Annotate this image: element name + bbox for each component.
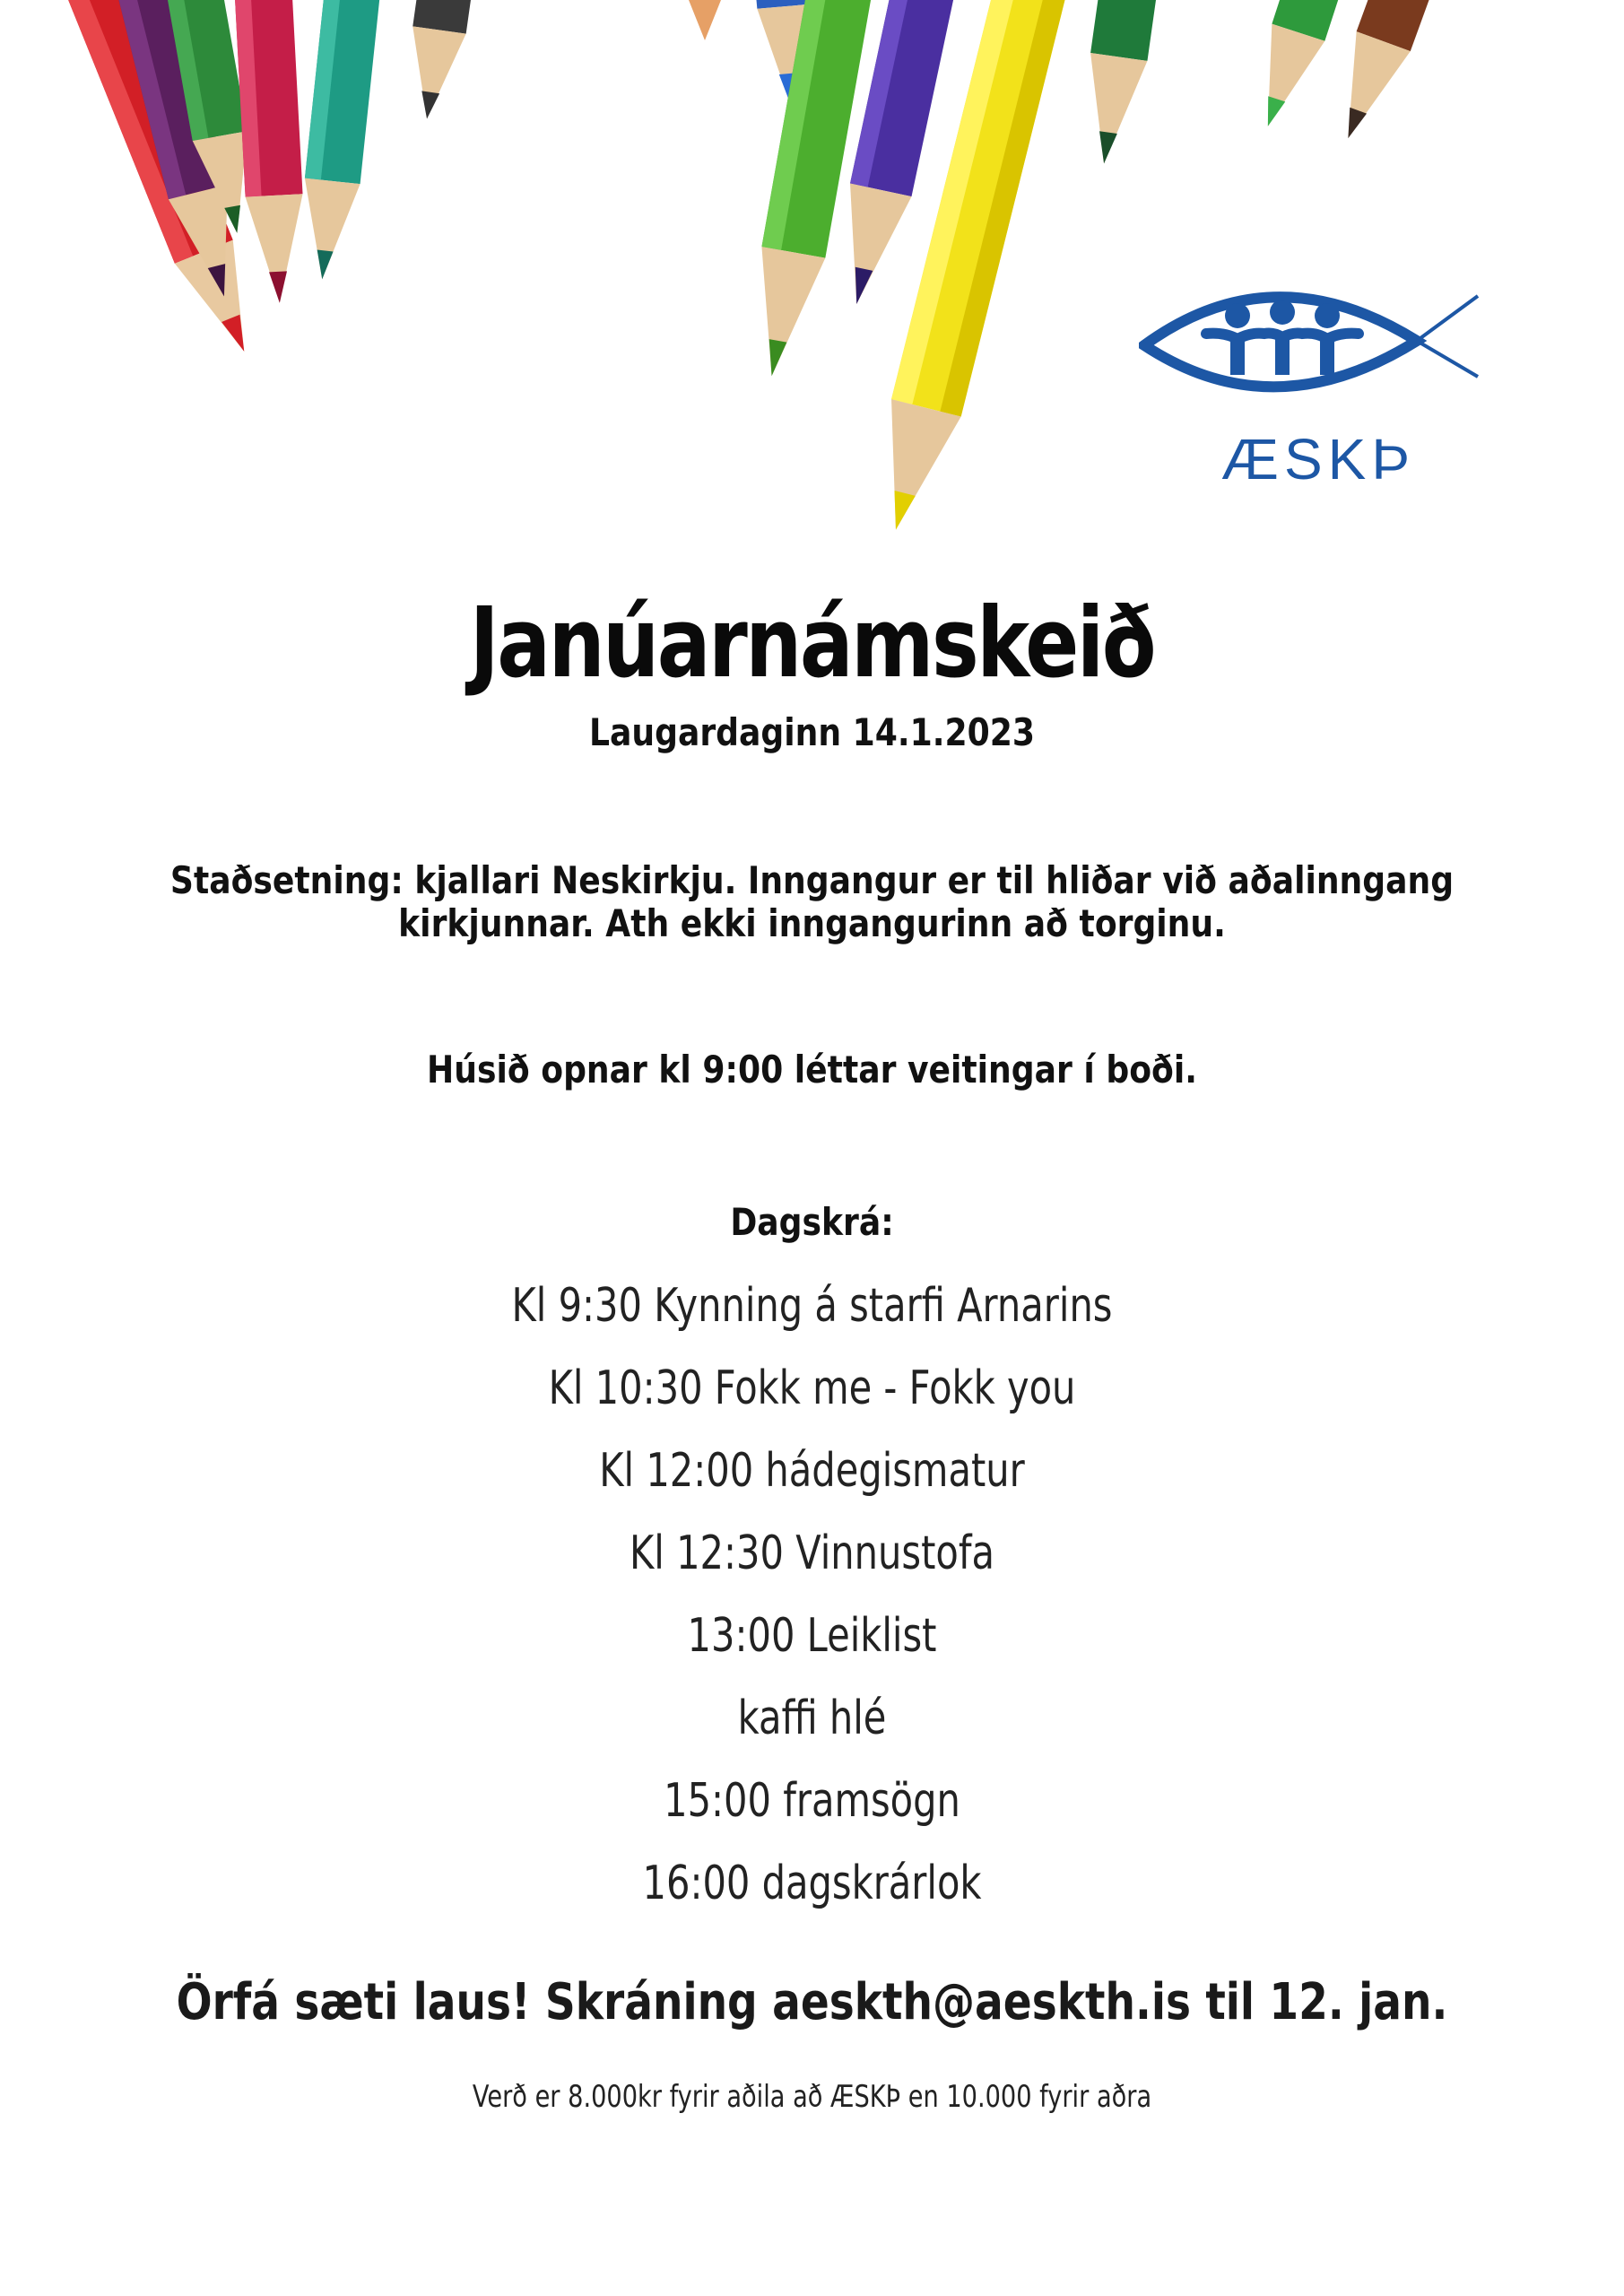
agenda-item: kaffi hlé [737,1692,887,1745]
page-title: Janúarnámskeið [469,587,1155,700]
agenda-heading: Dagskrá: [730,1200,894,1244]
agenda-item: Kl 12:30 Vinnustofa [630,1526,994,1580]
agenda-item: Kl 12:00 hádegismatur [599,1444,1025,1498]
agenda-item: 13:00 Leiklist [687,1609,937,1663]
agenda-item: Kl 9:30 Kynning á starfi Arnarins [511,1279,1113,1333]
agenda-item: Kl 10:30 Fokk me - Fokk you [548,1361,1076,1415]
registration-callout: Örfá sæti laus! Skráning aeskth@aeskth.is til 12. jan. [176,1973,1448,2031]
teal-pencil-icon [294,0,382,283]
brown-pencil-icon [1321,0,1435,148]
event-date: Laugardaginn 14.1.2023 [589,710,1035,754]
green-right-pencil-icon [1241,0,1344,135]
agenda-item: 16:00 dagskrárlok [642,1857,982,1910]
location-line-1: Staðsetning: kjallari Neskirkju. Inngangur er til hliðar við aðalinngang [169,858,1455,902]
orange-pencil-icon [689,0,721,40]
agenda-list [0,1265,1624,1925]
forest-pencil-icon [1075,0,1159,168]
aeskth-logo [1139,260,1498,502]
logo-text: ÆSKÞ [1220,427,1416,491]
crimson-pencil-icon [233,0,308,304]
agenda-item: 15:00 framsögn [664,1774,960,1828]
house-opens-text: Húsið opnar kl 9:00 léttar veitingar í boði. [427,1048,1197,1091]
location-line-2: kirkjunnar. Ath ekki inngangurinn að torginu. [398,901,1226,945]
price-note: Verð er 8.000kr fyrir aðila að ÆSKÞ en 10.000 fyrir aðra [472,2079,1152,2115]
location-text [114,859,1510,945]
dark-pencil-icon [400,0,474,123]
fish-people-logo-icon [1139,260,1498,430]
